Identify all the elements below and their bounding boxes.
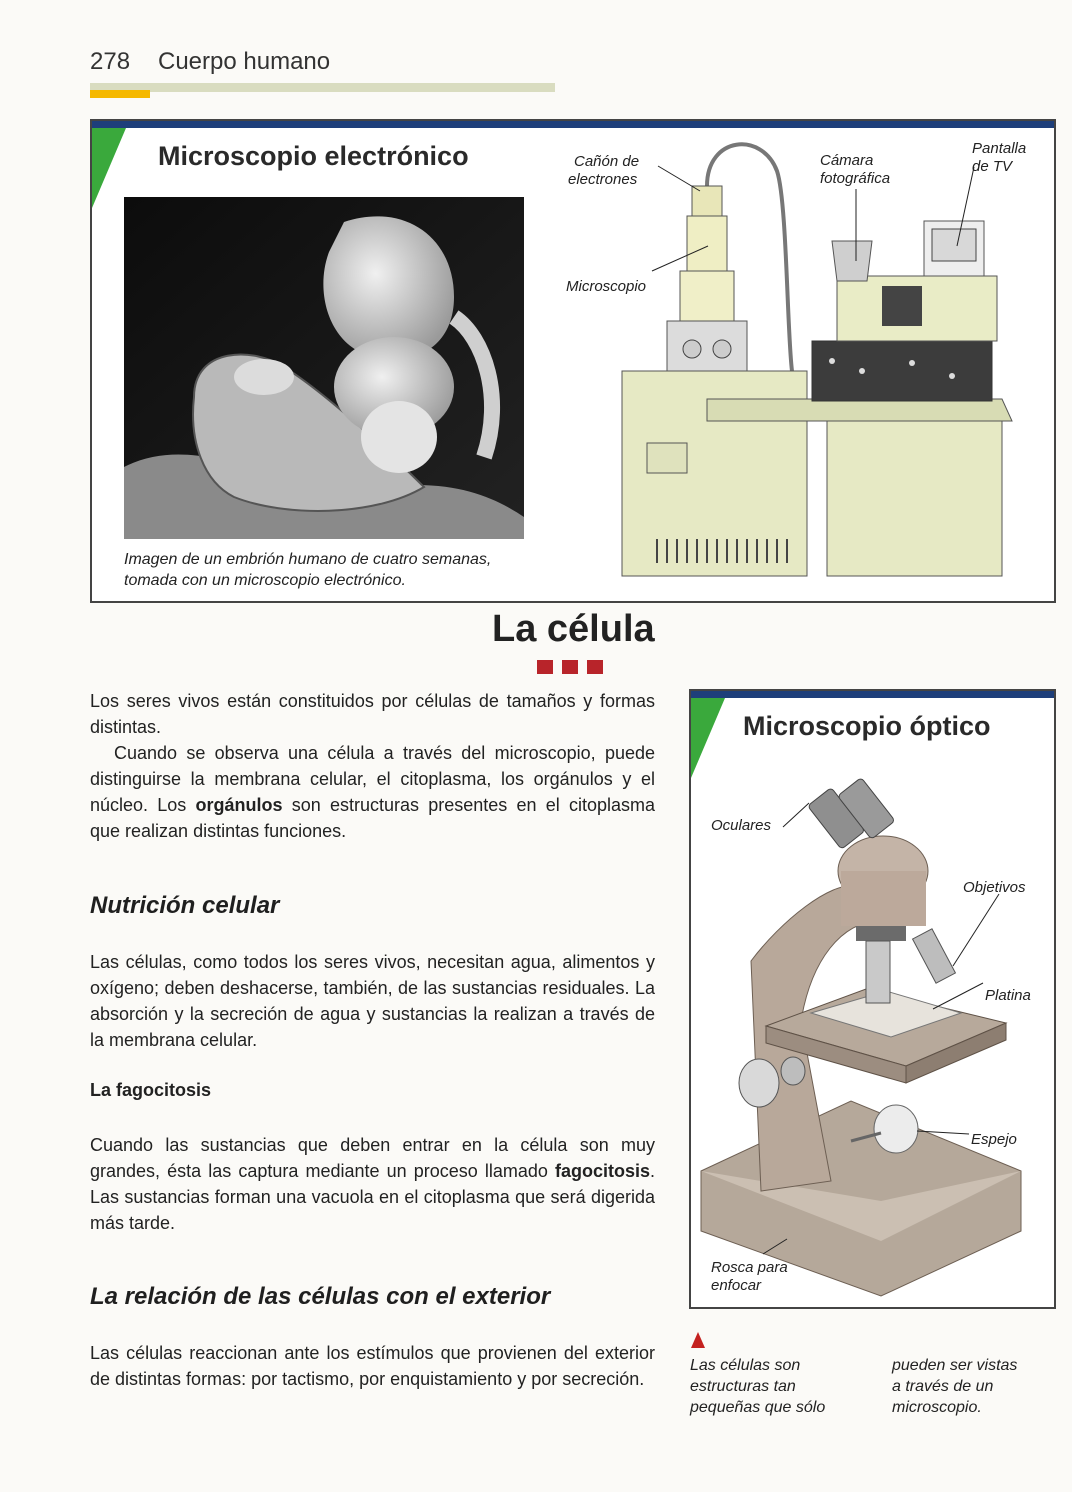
section-title: Cuerpo humano: [158, 48, 331, 75]
label-pantalla-2: de TV: [972, 158, 1013, 175]
fagocitosis-term: fagocitosis: [554, 1161, 650, 1181]
label-pantalla-1: Pantalla: [972, 140, 1027, 157]
page-number: 278: [90, 48, 131, 75]
optical-title: Microscopio óptico: [743, 711, 991, 741]
page-title: La célula: [492, 608, 655, 650]
caption-col2-line1: pueden ser vistas: [892, 1357, 1018, 1374]
title-marker-2: [562, 660, 578, 674]
intro-paragraph-1: Los seres vivos están constituidos por células de tamaños y formas distintas.: [90, 691, 655, 737]
fagocitosis-paragraph: Cuando las sustancias que deben entrar en la célula son muy grandes, ésta las captura mediante un proceso llamado fagocitosis. Las sustancias forman una vacuola en el citoplasma que será digerida más tarde.: [90, 1135, 655, 1233]
embryo-photo: [124, 197, 524, 539]
fagocitosis-heading: La fagocitosis: [90, 1080, 212, 1100]
header-rule: [90, 83, 555, 92]
caption-col2-line3: microscopio.: [892, 1399, 982, 1416]
label-platina: Platina: [985, 987, 1031, 1004]
caption-col1-line3: pequeñas que sólo: [690, 1399, 826, 1416]
title-marker-1: [537, 660, 553, 674]
label-oculares: Oculares: [711, 817, 772, 834]
electron-caption-2: tomada con un microscopio electrónico.: [124, 572, 406, 589]
label-camara-1: Cámara: [820, 152, 874, 169]
organulos-term: orgánulos: [195, 795, 283, 815]
label-objetivos: Objetivos: [963, 879, 1026, 896]
green-corner-icon: [92, 128, 126, 208]
title-marker-3: [587, 660, 603, 674]
box-top-bar: [691, 691, 1054, 698]
electron-microscope-illustration: [612, 131, 1052, 597]
label-rosca-2: enfocar: [711, 1277, 762, 1294]
caption-col1-line2: estructuras tan: [690, 1378, 796, 1395]
relacion-heading: La relación de las células con el exterior: [90, 1283, 551, 1310]
optical-microscope-illustration: [691, 761, 1054, 1301]
optical-microscope-box: [689, 689, 1056, 1309]
intro-paragraph-2: Cuando se observa una célula a través del microscopio, puede distinguirse la membrana celular, el citoplasma, los orgánulos y el núcleo. Los orgánulos son estructuras presentes en el citoplasma que realizan distintas funciones.: [90, 743, 655, 841]
box-top-bar: [92, 121, 1054, 128]
label-microscopio: Microscopio: [566, 278, 647, 295]
header-rule-accent: [90, 90, 150, 98]
label-espejo: Espejo: [971, 1131, 1017, 1148]
label-rosca-1: Rosca para: [711, 1259, 788, 1276]
nutricion-paragraph: Las células, como todos los seres vivos, necesitan agua, alimentos y oxígeno; deben deshacerse, también, de las sustancias residuales. La absorción y la secreción de agua y sustancias la realizan a través de la membrana celular.: [90, 952, 655, 1050]
nutricion-heading: Nutrición celular: [90, 892, 280, 919]
electron-microscope-box: [90, 119, 1056, 603]
caption-arrow-icon: [691, 1332, 705, 1348]
electron-caption-1: Imagen de un embrión humano de cuatro semanas,: [124, 551, 492, 568]
relacion-paragraph: Las células reaccionan ante los estímulos que provienen del exterior de distintas formas: por tactismo, por enquistamiento y por secreción.: [90, 1343, 655, 1389]
electron-title: Microscopio electrónico: [158, 141, 469, 171]
label-canon-2: electrones: [568, 171, 638, 188]
label-camara-2: fotográfica: [820, 170, 891, 187]
caption-col1-line1: Las células son: [690, 1357, 801, 1374]
label-canon-1: Cañón de: [574, 153, 640, 170]
caption-col2-line2: a través de un: [892, 1378, 994, 1395]
